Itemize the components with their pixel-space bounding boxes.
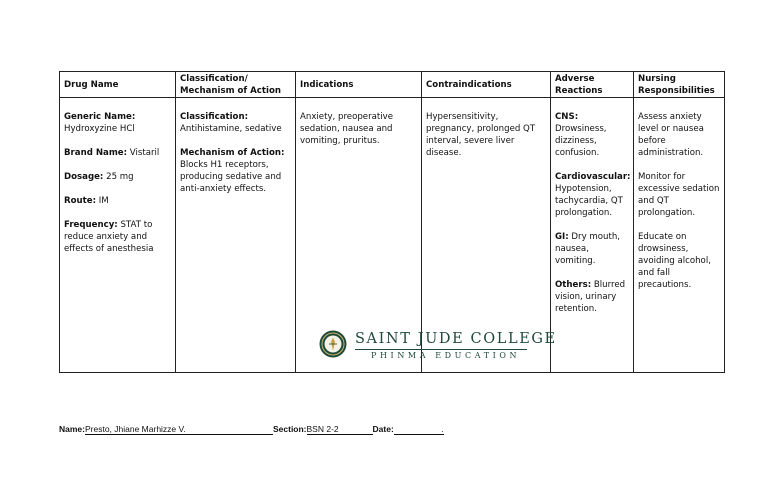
header-adverse-reactions: Adverse Reactions bbox=[551, 72, 634, 98]
name-label: Name: bbox=[59, 424, 85, 434]
dosage bbox=[64, 171, 171, 183]
generic-name-value: Hydroxyzine HCl bbox=[64, 124, 135, 134]
classification bbox=[180, 111, 291, 135]
classification-value: Antihistamine, sedative bbox=[180, 124, 282, 134]
generic-name bbox=[64, 111, 171, 135]
indications-text: Anxiety, preoperative sedation, nausea and vomiting, pruritus. bbox=[300, 112, 394, 146]
brand-name-value: Vistaril bbox=[127, 148, 160, 158]
date-field[interactable]: . bbox=[394, 424, 444, 435]
cell-adverse-reactions bbox=[551, 98, 634, 373]
student-info-footer bbox=[59, 424, 444, 435]
mechanism-label: Mechanism of Action: bbox=[180, 148, 285, 158]
others-label: Others: bbox=[555, 280, 592, 290]
section-field[interactable]: BSN 2-2 bbox=[307, 424, 373, 435]
section-label: Section: bbox=[272, 424, 307, 434]
gi-value: Dry mouth, nausea, vomiting. bbox=[555, 232, 621, 266]
mechanism-value: Blocks H1 receptors, producing sedative and anti-anxiety effects. bbox=[180, 160, 282, 194]
cell-classification bbox=[176, 98, 296, 373]
header-indications: Indications bbox=[296, 72, 422, 98]
college-name: SAINT JUDE COLLEGE bbox=[355, 331, 557, 347]
dosage-value: 25 mg bbox=[103, 172, 134, 182]
brand-name-label: Brand Name: bbox=[64, 148, 128, 158]
route-label: Route: bbox=[64, 196, 97, 206]
college-logo bbox=[319, 330, 557, 364]
drug-study-table bbox=[59, 71, 725, 373]
frequency bbox=[64, 219, 171, 255]
nursing-item: Assess anxiety level or nausea before administration. bbox=[638, 112, 704, 158]
adverse-gi bbox=[555, 231, 629, 267]
cardiovascular-label: Cardiovascular: bbox=[555, 172, 631, 182]
frequency-label: Frequency: bbox=[64, 220, 118, 230]
route-value: IM bbox=[96, 196, 109, 206]
classification-label: Classification: bbox=[180, 112, 249, 122]
header-drug-name: Drug Name bbox=[60, 72, 176, 98]
header-contraindications: Contraindications bbox=[422, 72, 551, 98]
adverse-others bbox=[555, 279, 629, 315]
logo-divider bbox=[355, 349, 527, 350]
cns-label: CNS: bbox=[555, 112, 579, 122]
mechanism-of-action bbox=[180, 147, 291, 195]
frequency-value: STAT to reduce anxiety and effects of anesthesia bbox=[64, 220, 154, 254]
cns-value: Drowsiness, dizziness, confusion. bbox=[555, 124, 607, 158]
brand-name bbox=[64, 147, 171, 159]
header-classification: Classification/ Mechanism of Action bbox=[176, 72, 296, 98]
cell-drug-name bbox=[60, 98, 176, 373]
nursing-item: Educate on drowsiness, avoiding alcohol, and fall precautions. bbox=[638, 232, 711, 290]
table-header-row bbox=[60, 72, 725, 98]
name-field[interactable]: Presto, Jhiane Marhizze V. bbox=[85, 424, 273, 435]
college-seal-icon bbox=[319, 330, 347, 358]
others-value: Blurred vision, urinary retention. bbox=[555, 280, 626, 314]
dosage-label: Dosage: bbox=[64, 172, 104, 182]
generic-name-label: Generic Name: bbox=[64, 112, 136, 122]
adverse-cardiovascular bbox=[555, 171, 629, 219]
gi-label: GI: bbox=[555, 232, 569, 242]
route bbox=[64, 195, 171, 207]
college-subtitle: PHINMA EDUCATION bbox=[371, 351, 521, 360]
cell-nursing-responsibilities bbox=[634, 98, 725, 373]
nursing-item: Monitor for excessive sedation and QT prolongation. bbox=[638, 172, 720, 218]
date-label: Date: bbox=[372, 424, 394, 434]
contraindications-text: Hypersensitivity, pregnancy, prolonged QT interval, severe liver disease. bbox=[426, 112, 536, 158]
header-nursing-responsibilities: Nursing Responsibilities bbox=[634, 72, 725, 98]
cardiovascular-value: Hypotension, tachycardia, QT prolongation. bbox=[555, 184, 623, 218]
adverse-cns bbox=[555, 111, 629, 159]
